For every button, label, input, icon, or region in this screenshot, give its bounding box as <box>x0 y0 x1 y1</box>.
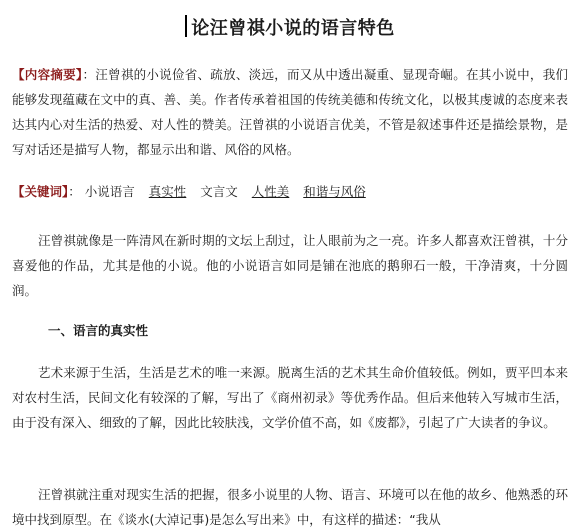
keywords-separator: ： <box>68 184 81 199</box>
title-container <box>0 14 580 40</box>
keyword-item: 文言文 <box>200 184 238 199</box>
keywords-paragraph <box>12 179 568 204</box>
keyword-item: 人性美 <box>251 184 290 199</box>
keyword-item: 和谐与风俗 <box>303 184 366 199</box>
section-heading: 一、语言的真实性 <box>48 323 149 338</box>
document-title <box>185 14 395 40</box>
abstract-paragraph <box>12 62 568 162</box>
text-cursor <box>185 15 187 37</box>
abstract-text: ：汪曾祺的小说俭省、疏放、淡远，而又从中透出凝重、显现奇崛。在其小说中，我们能够发现蕴藏在文中的真、善、美。作者传承着祖国的传统美德和传统文化，以极其虔诚的态度来表达其内心对生活的热爱、对人性的赞美。汪曾祺的小说语言优美，不管是叙述事件还是描绘景物，是写对话还是描写人物，都显示出和谐、风俗的风格。 <box>12 67 568 157</box>
body-paragraph: 艺术来源于生活，生活是艺术的唯一来源。脱离生活的艺术其生命价值较低。例如，贾平凹本来对农村生活，民间文化有较深的了解，写出了《商州初录》等优秀作品。但后来他转入写城市生活，由于没有深入、细致的了解，因此比较肤浅，文学价值不高，如《废都》，引起了广大读者的争议。 <box>12 365 568 430</box>
keywords-label: 【关键词】 <box>12 184 69 199</box>
abstract-label: 【内容摘要】 <box>12 67 83 82</box>
body-paragraph: 汪曾祺就注重对现实生活的把握，很多小说里的人物、语言、环境可以在他的故乡、他熟悉的环境中找到原型。在《谈水(大淖记事)是怎么写出来》中，有这样的描述：“我从 <box>12 487 568 527</box>
keyword-item: 真实性 <box>148 184 187 199</box>
intro-paragraph: 汪曾祺就像是一阵清风在新时期的文坛上刮过，让人眼前为之一亮。许多人都喜欢汪曾祺，十分喜爱他的作品，尤其是他的小说。他的小说语言如同是铺在池底的鹅卵石一般，干净清爽，十分圆润。 <box>12 233 568 298</box>
document-title-text: 论汪曾祺小说的语言特色 <box>191 18 395 39</box>
keyword-item: 小说语言 <box>84 184 135 199</box>
